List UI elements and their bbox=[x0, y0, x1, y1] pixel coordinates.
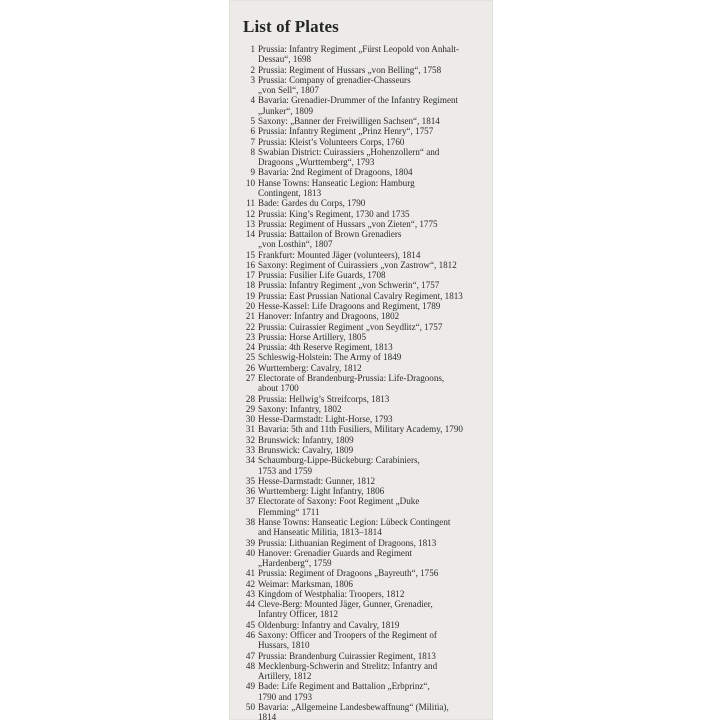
plate-title: Oldenburg: Infantry and Cavalry, 1819 bbox=[258, 619, 400, 630]
plate-title: Saxony: Officer and Troopers of the Regiment of Hussars, 1810 bbox=[258, 630, 437, 651]
plate-title: Prussia: Kleist’s Volunteers Corps, 1760 bbox=[258, 136, 405, 147]
plate-number: 14 bbox=[245, 229, 255, 240]
plate-entry bbox=[237, 394, 493, 404]
plate-title: Mecklenburg-Schwerin and Strelitz: Infantry and Artillery, 1812 bbox=[258, 660, 438, 682]
plate-entry bbox=[237, 322, 493, 332]
plate-number: 3 bbox=[250, 74, 255, 85]
plate-title: Weimar: Marksman, 1806 bbox=[258, 578, 353, 589]
plate-entry bbox=[237, 342, 493, 352]
plate-entry bbox=[237, 702, 493, 723]
plates-list bbox=[237, 44, 493, 723]
plate-number: 6 bbox=[250, 126, 255, 137]
plate-entry bbox=[237, 301, 493, 311]
plate-title: Swabian District: Cuirassiers „Hohenzollern“ and Dragoons „Wurttemberg“, 1793 bbox=[258, 146, 440, 168]
plate-number: 48 bbox=[245, 660, 255, 671]
plate-entry bbox=[237, 332, 493, 342]
plate-entry bbox=[237, 280, 493, 290]
plate-number: 16 bbox=[245, 259, 255, 270]
plate-number: 1 bbox=[250, 44, 255, 54]
plate-number: 25 bbox=[245, 352, 255, 363]
plate-number: 42 bbox=[245, 578, 255, 589]
plate-title: Bade: Life Regiment and Battalion „Erbprinz“, 1790 and 1793 bbox=[258, 681, 430, 702]
plate-number: 15 bbox=[245, 249, 255, 260]
plate-number: 2 bbox=[250, 64, 255, 75]
plate-number: 13 bbox=[245, 218, 255, 229]
plate-number: 50 bbox=[245, 702, 255, 712]
plate-number: 47 bbox=[245, 650, 255, 661]
plate-entry bbox=[237, 630, 493, 651]
plate-title: Bavaria: „Allgemeine Landesbewaffnung“ (Militia), 1814 bbox=[258, 702, 449, 723]
plate-title: Bavaria: Grenadier-Drummer of the Infantry Regiment „Junker“, 1809 bbox=[258, 95, 459, 116]
plate-entry bbox=[237, 579, 493, 589]
plate-title: Prussia: King’s Regiment, 1730 and 1735 bbox=[258, 208, 410, 219]
plate-number: 17 bbox=[245, 270, 255, 281]
plate-entry bbox=[237, 496, 493, 517]
plate-entry bbox=[237, 116, 493, 126]
plate-title: Hesse-Darmstadt: Gunner, 1812 bbox=[258, 475, 376, 486]
plate-entry bbox=[237, 270, 493, 280]
plate-number: 45 bbox=[245, 619, 255, 630]
plate-entry bbox=[237, 178, 493, 199]
plate-title: Wurttemberg: Light Infantry, 1806 bbox=[258, 486, 385, 497]
plate-entry bbox=[237, 445, 493, 455]
plate-number: 36 bbox=[245, 486, 255, 497]
plate-title: Bavaria: 2nd Regiment of Dragoons, 1804 bbox=[258, 167, 413, 178]
plate-title: Prussia: Regiment of Hussars „von Zieten“, 1775 bbox=[258, 218, 438, 229]
plate-title: Prussia: Cuirassier Regiment „von Seydlitz“, 1757 bbox=[258, 321, 443, 332]
plate-entry bbox=[237, 568, 493, 578]
plate-number: 20 bbox=[245, 301, 255, 312]
plate-title: Cleve-Berg: Mounted Jäger, Gunner, Grenadier, Infantry Officer, 1812 bbox=[258, 599, 433, 620]
plate-entry bbox=[237, 311, 493, 321]
plate-number: 32 bbox=[245, 434, 255, 445]
plate-number: 29 bbox=[245, 403, 255, 414]
plate-title: Prussia: Brandenburg Cuirassier Regiment, 1813 bbox=[258, 650, 436, 661]
plate-number: 10 bbox=[245, 177, 255, 188]
plate-entry bbox=[237, 404, 493, 414]
plate-title: Prussia: Lithuanian Regiment of Dragoons, 1813 bbox=[258, 537, 437, 548]
plate-title: Prussia: Infantry Regiment „von Schwerin“, 1757 bbox=[258, 280, 440, 291]
plate-entry bbox=[237, 229, 493, 250]
plate-number: 9 bbox=[250, 167, 255, 178]
plate-title: Saxony: „Banner der Freiwilligen Sachsen“, 1814 bbox=[258, 115, 440, 126]
plate-number: 41 bbox=[245, 568, 255, 579]
plate-title: Electorate of Brandenburg-Prussia: Life-Dragoons, about 1700 bbox=[258, 373, 445, 394]
plate-entry bbox=[237, 681, 493, 702]
plate-title: Schleswig-Holstein: The Army of 1849 bbox=[258, 352, 402, 363]
plate-number: 24 bbox=[245, 342, 255, 353]
plate-title: Prussia: Regiment of Hussars „von Belling“, 1758 bbox=[258, 64, 442, 75]
plate-number: 37 bbox=[245, 496, 255, 507]
plate-number: 40 bbox=[245, 547, 255, 558]
plate-entry bbox=[237, 517, 493, 538]
plate-number: 26 bbox=[245, 362, 255, 373]
plate-title: Brunswick: Infantry, 1809 bbox=[258, 434, 354, 445]
plate-title: Saxony: Regiment of Cuirassiers „von Zastrow“, 1812 bbox=[258, 259, 457, 270]
plate-title: Hanover: Infantry and Dragoons, 1802 bbox=[258, 311, 400, 322]
plate-entry bbox=[237, 476, 493, 486]
plate-number: 35 bbox=[245, 475, 255, 486]
plate-number: 11 bbox=[246, 198, 255, 209]
plate-number: 21 bbox=[245, 311, 255, 322]
plate-entry bbox=[237, 137, 493, 147]
plate-entry bbox=[237, 167, 493, 177]
plate-entry bbox=[237, 291, 493, 301]
plate-number: 22 bbox=[245, 321, 255, 332]
plate-title: Prussia: Infantry Regiment „Prinz Henry“, 1757 bbox=[258, 126, 434, 137]
plate-entry bbox=[237, 589, 493, 599]
plate-entry bbox=[237, 198, 493, 208]
plate-entry bbox=[237, 538, 493, 548]
plate-number: 7 bbox=[250, 136, 255, 147]
plate-entry bbox=[237, 44, 493, 65]
plate-number: 19 bbox=[245, 290, 255, 301]
plate-entry bbox=[237, 414, 493, 424]
plate-number: 38 bbox=[245, 516, 255, 527]
plate-title: Brunswick: Cavalry, 1809 bbox=[258, 444, 354, 455]
plate-entry bbox=[237, 147, 493, 168]
plate-number: 49 bbox=[245, 681, 255, 692]
plate-title: Prussia: East Prussian National Cavalry Regiment, 1813 bbox=[258, 290, 463, 301]
plate-entry bbox=[237, 363, 493, 373]
plate-title: Hesse-Darmstadt: Light-Horse, 1793 bbox=[258, 414, 393, 425]
plate-number: 8 bbox=[250, 146, 255, 157]
plate-title: Kingdom of Westphalia: Troopers, 1812 bbox=[258, 588, 405, 599]
plate-number: 12 bbox=[245, 208, 255, 219]
plate-entry bbox=[237, 95, 493, 116]
plate-entry bbox=[237, 620, 493, 630]
plate-title: Prussia: 4th Reserve Regiment, 1813 bbox=[258, 342, 393, 353]
plate-entry bbox=[237, 209, 493, 219]
plate-entry bbox=[237, 75, 493, 96]
plate-number: 31 bbox=[245, 424, 255, 435]
plate-title: Wurttemberg: Cavalry, 1812 bbox=[258, 362, 362, 373]
plate-title: Hesse-Kassel: Life Dragoons and Regiment, 1789 bbox=[258, 301, 441, 312]
plate-entry bbox=[237, 548, 493, 569]
plate-title: Schaumburg-Lippe-Bückeburg: Carabiniers, 1753 and 1759 bbox=[258, 455, 420, 476]
plate-number: 18 bbox=[245, 280, 255, 291]
plate-number: 39 bbox=[245, 537, 255, 548]
plate-title: Hanse Towns: Hanseatic Legion: Lübeck Contingent and Hanseatic Militia, 1813–1814 bbox=[258, 516, 451, 538]
plate-entry bbox=[237, 424, 493, 434]
plate-title: Prussia: Company of grenadier-Chasseurs „von Sell“, 1807 bbox=[258, 74, 411, 96]
plate-number: 44 bbox=[245, 599, 255, 610]
plate-entry bbox=[237, 455, 493, 476]
plate-entry bbox=[237, 599, 493, 620]
plate-entry bbox=[237, 651, 493, 661]
plate-title: Prussia: Battailon of Brown Grenadiers „von Losthin“, 1807 bbox=[258, 229, 402, 250]
plate-entry bbox=[237, 352, 493, 362]
plate-number: 4 bbox=[250, 95, 255, 106]
plate-entry bbox=[237, 65, 493, 75]
plate-entry bbox=[237, 661, 493, 682]
plate-title: Bade: Gardes du Corps, 1790 bbox=[258, 198, 366, 209]
plate-number: 28 bbox=[245, 393, 255, 404]
plate-entry bbox=[237, 126, 493, 136]
plate-entry bbox=[237, 486, 493, 496]
plate-entry bbox=[237, 219, 493, 229]
plate-title: Frankfurt: Mounted Jäger (volunteers), 1814 bbox=[258, 249, 421, 260]
page-title: List of Plates bbox=[243, 17, 339, 36]
plate-number: 33 bbox=[245, 444, 255, 455]
plate-title: Prussia: Horse Artillery, 1805 bbox=[258, 331, 367, 342]
plate-entry bbox=[237, 260, 493, 270]
plate-title: Electorate of Saxony: Foot Regiment „Duke Flemming“ 1711 bbox=[258, 496, 420, 517]
plate-entry bbox=[237, 250, 493, 260]
plate-title: Saxony: Infantry, 1802 bbox=[258, 403, 342, 414]
plate-entry bbox=[237, 373, 493, 394]
plate-title: Bavaria: 5th and 11th Fusiliers, Military Academy, 1790 bbox=[258, 424, 463, 435]
plate-number: 5 bbox=[250, 115, 255, 126]
plate-title: Hanse Towns: Hanseatic Legion: Hamburg Contingent, 1813 bbox=[258, 177, 415, 198]
plate-number: 23 bbox=[245, 331, 255, 342]
plate-title: Prussia: Hellwig’s Streifcorps, 1813 bbox=[258, 393, 390, 404]
plate-number: 30 bbox=[245, 414, 255, 425]
plate-number: 46 bbox=[245, 630, 255, 641]
plate-entry bbox=[237, 435, 493, 445]
plate-number: 34 bbox=[245, 455, 255, 466]
plate-title: Prussia: Regiment of Dragoons „Bayreuth“, 1756 bbox=[258, 568, 439, 579]
plate-title: Prussia: Fusilier Life Guards, 1708 bbox=[258, 270, 386, 281]
plate-number: 43 bbox=[245, 588, 255, 599]
plate-title: Hanover: Grenadier Guards and Regiment „Hardenberg“, 1759 bbox=[258, 547, 413, 569]
plate-title: Prussia: Infantry Regiment „Fürst Leopold von Anhalt- Dessau“, 1698 bbox=[258, 44, 460, 65]
plate-number: 27 bbox=[245, 373, 255, 383]
